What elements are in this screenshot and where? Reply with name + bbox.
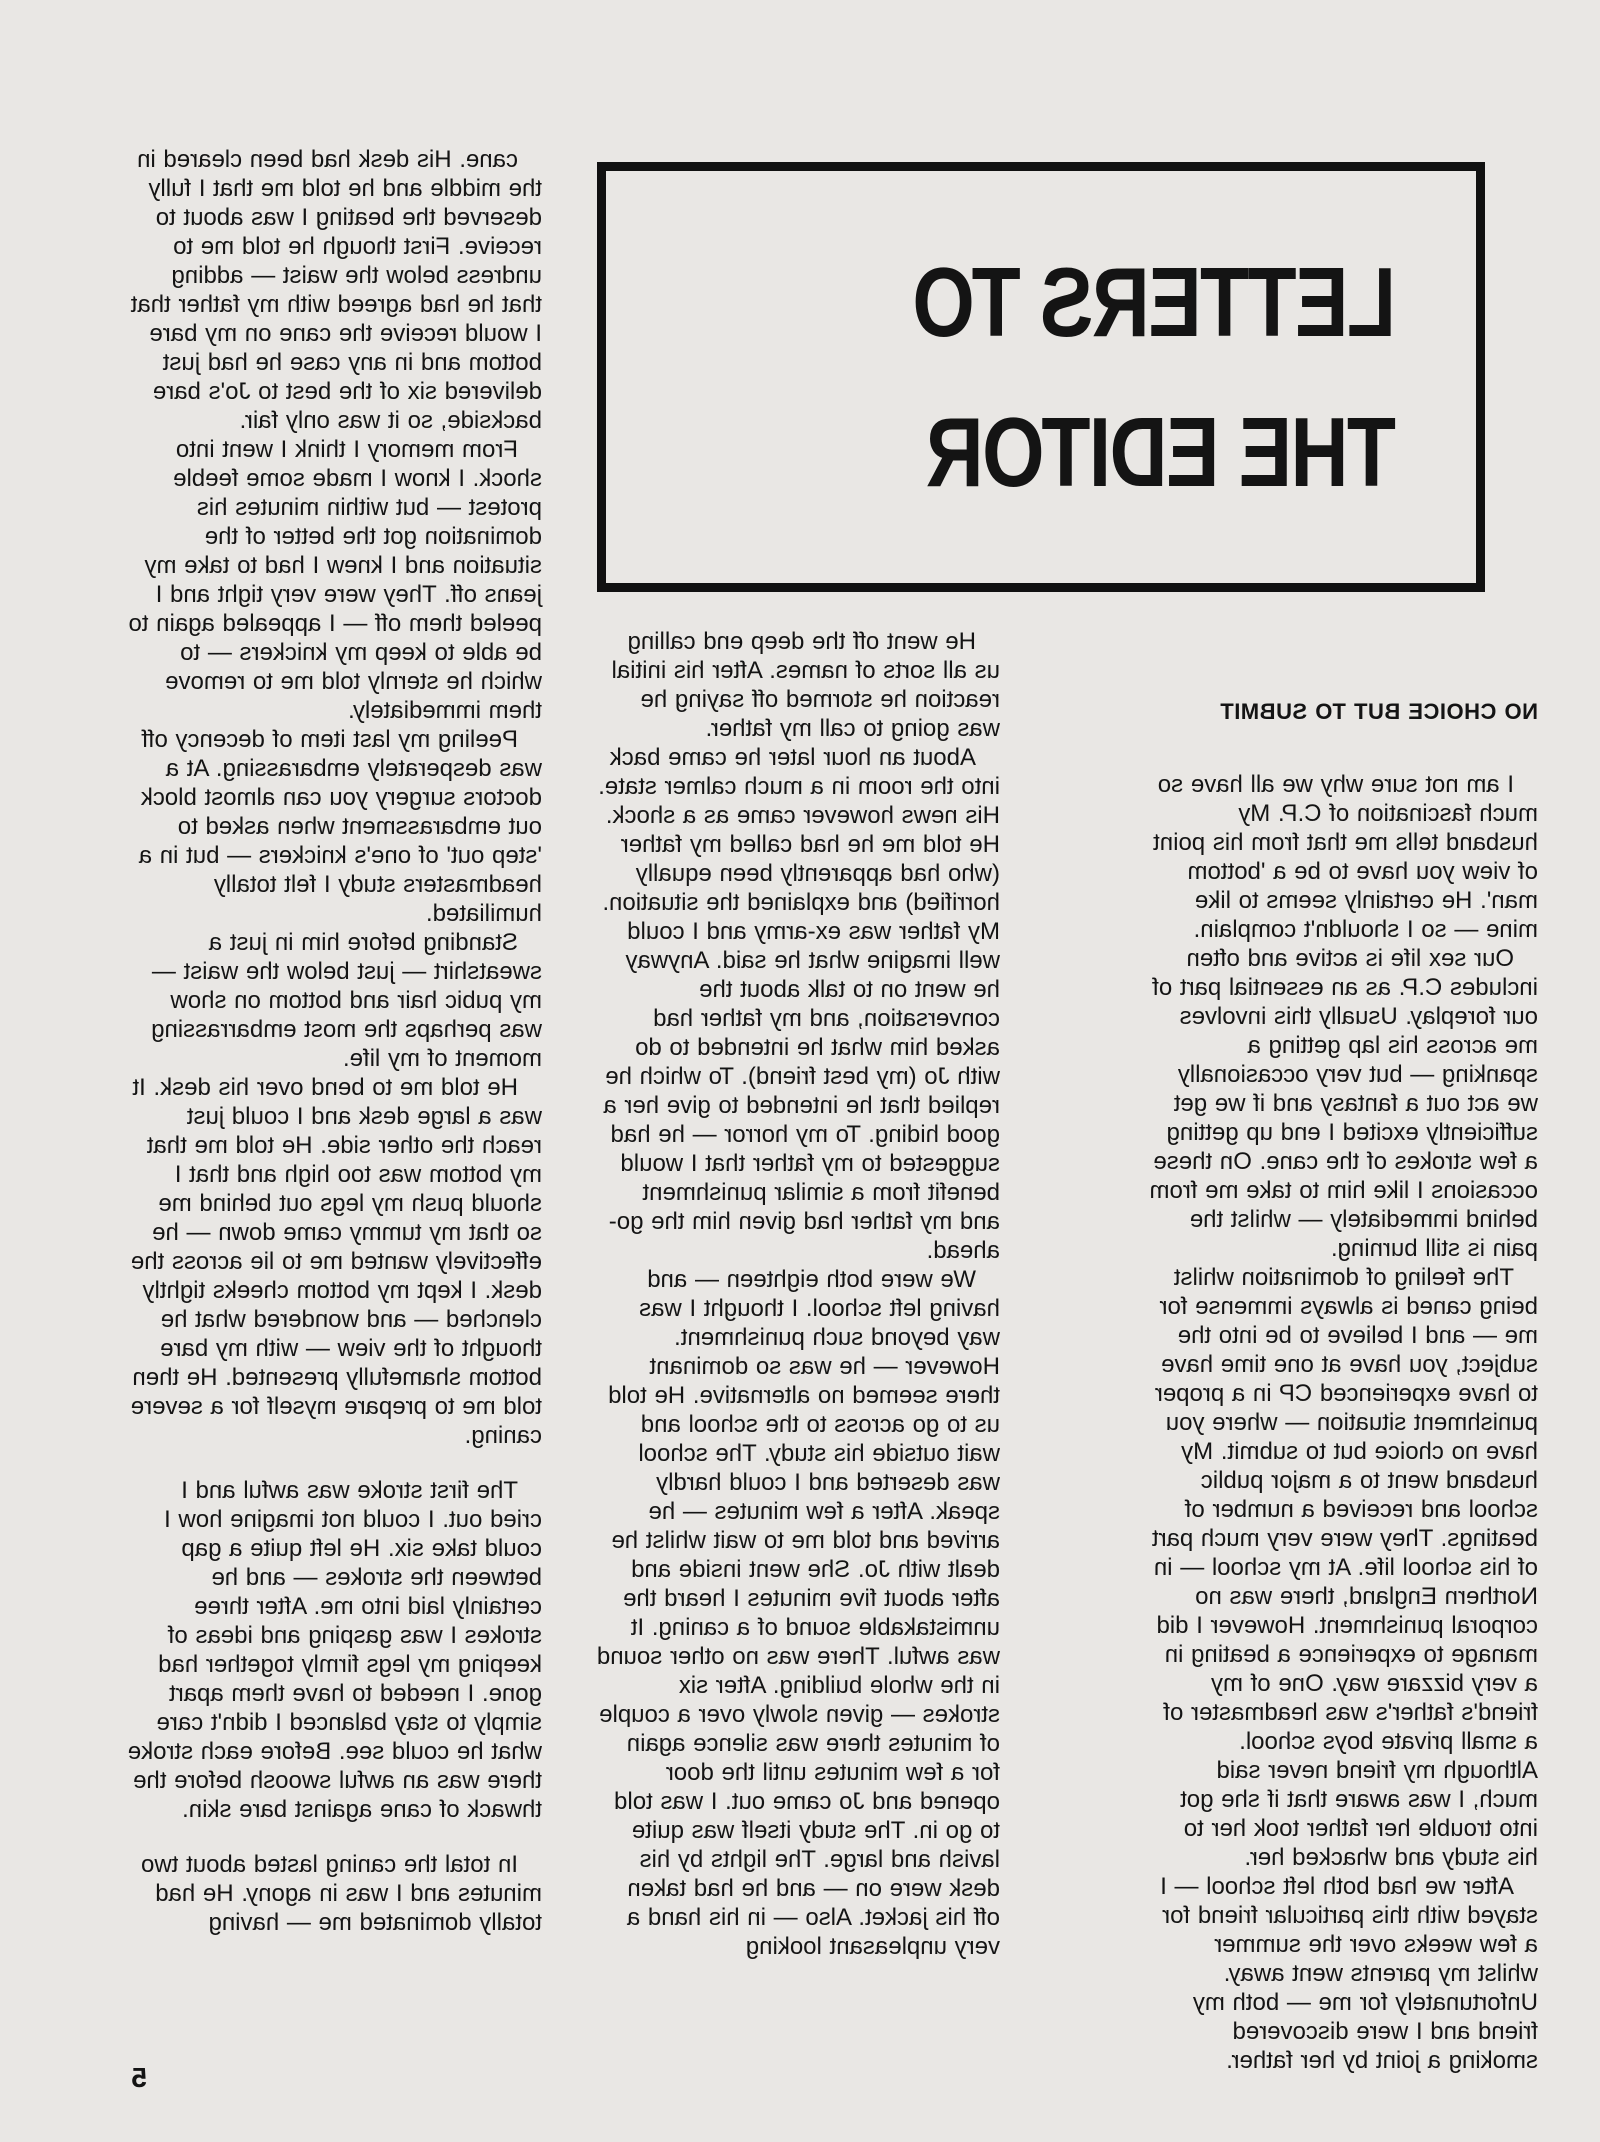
paragraph: cane. His desk had been cleared in the middle and he told me that I fully deserved the beating I was about to receive. First though he told me to undress below the waist — adding that he had agreed with my father that I would receive the cane on my bare bottom and in any case he had just delivered six of the best to Jo's bare backside, so it was only fair.	[130, 146, 542, 434]
paragraph: He went off the deep end calling us all sorts of names. After his initial reaction he stormed off saying he was going to call my father.	[611, 628, 1000, 742]
paragraph: From memory I think I went into shock. I know I made some feeble protest — but within minutes his domination got the better of the situation and I knew I had to take my jeans off. They were very tight and I peeled them off — I appealed again to be able to keep my knickers — to which he sternly told me to remove them immediately.	[128, 436, 542, 724]
paragraph: We were both eighteen — and having left school. I thought I was way beyond such punishment. However — he was so dominant there seemed no alternative. He told us to go across to the school and wait outside his study. The school was deserted and I could hardly speak. After a few minutes — he arrived and told me to wait whilst he dealt with Jo. She went inside and after about five minutes I heard the unmistakable sound of a caning. It was awful. There was no other sound in the whole building. After six strokes — given slowly over a couple of minutes there was silence again for a few minutes until the door opened and Jo came out. I was told to go in. The study itself was quite lavish and large. The lights by his desk were on — and he had taken off his jacket. Also — in his hand a very unpleasant looking	[596, 1266, 1000, 1960]
paragraph: Peeling my last item of decency off was desperately embarassing. At a doctors surgery you can almost block out embarassment when asked to 'step out' of one's knickers — but in a headmasters study I felt totally humiliated.	[138, 726, 542, 927]
letter-heading: NO CHOICE BUT TO SUBMIT	[1219, 699, 1538, 724]
title-box	[597, 162, 1485, 592]
paragraph: Our sex life is active and often includes C.P. as an essential part of our foreplay. Usually this involves me across his lap getting a spanking — but very occasionally we act out a fantasy and if we get sufficiently excited I end up getting a few strokes of the cane. On these occasions I like him to take me from behind immediately — whilst the pain is still burning.	[1149, 945, 1538, 1262]
paragraph: He told me to bend over his desk. It was a large desk and I could just reach the other side. He told me that my bottom was too high and that I should push my legs out behind me so that my tummy came down — he effectively wanted me to lie across the desk. I kept my bottom cheeks tightly clenched — and wondered what he thought of the view — with my bare bottom shamefully presented. He then told me to prepare myself for a severe caning.	[130, 1074, 542, 1449]
paragraph: The first stroke was awful and I cried out. I could not imagine how I could take six. He left quite a gap between the strokes — and he certainly laid into me. After three strokes I was gasping and ideas of keeping my legs firmly together had gone. I needed to have them apart simply to stay balanced I didn't care what he could see. Before each stroke there was an awful swoosh before the thwack of cane against bare skin.	[127, 1477, 542, 1823]
paragraph: In total the caning lasted about two minutes and I was in agony. He had totally dominated me — having	[141, 1851, 542, 1936]
paragraph: The feeling of domination whilst being caned is always immense for me — and I believe to be into the subject, you have at one time have to have experienced CP in a proper punishment situation — where you have no choice but to submit. My husband went to a major public school and received a number of beatings. They were very much part of his school life. At my school — in Northern England, there was no corporal punishment. However I did manage to experience a beating in a very bizzare way. One of my friend's father's was headmaster of a small private boys school. Although my friend never said much, I was aware that if she got into trouble her father took her to his study and whacked her.	[1151, 1264, 1538, 1871]
paragraph: After we had both left school — I stayed with this particular friend for a few weeks over the summer whilst my parents went away. Unfortunately for me — both my friend and I were discovered smoking a joint by her father.	[1160, 1873, 1538, 2074]
column-2	[595, 627, 1000, 1961]
paragraph: About an hour later he came back into the room in a much calmer state. His news however came as a shock. He told me he had called my father (who had apparently been equally horrified) and explained the situation. My father was ex-army and I could well imagine what he said. Anyway he went on to talk about the conversation, and my father had asked him what he intended to do with Jo (my best friend). To which he replied that he intended to give her a good hiding. To my horror — he had suggested to my father that I would benefit from a similar punishment and my father had given him the go-ahead.	[598, 744, 1000, 1264]
title-line-1: LETTERS TO	[913, 247, 1396, 357]
paragraph: I am not sure why we all have so much fascination of C.P. My husband tells me that from his point of view you have to be a 'bottom man'. He certainly seems to like mine — so I shouldn't complain.	[1153, 771, 1538, 943]
paragraph: Standing before him in just a sweatshirt — just below the waist — my pubic hair and bottom on show was perhaps the most embarrassing moment of my life.	[151, 929, 542, 1072]
column-1	[1148, 697, 1538, 2075]
title-line-2: THE EDITOR	[927, 397, 1396, 507]
column-3	[126, 145, 542, 1937]
page-number: 5	[131, 2062, 147, 2093]
